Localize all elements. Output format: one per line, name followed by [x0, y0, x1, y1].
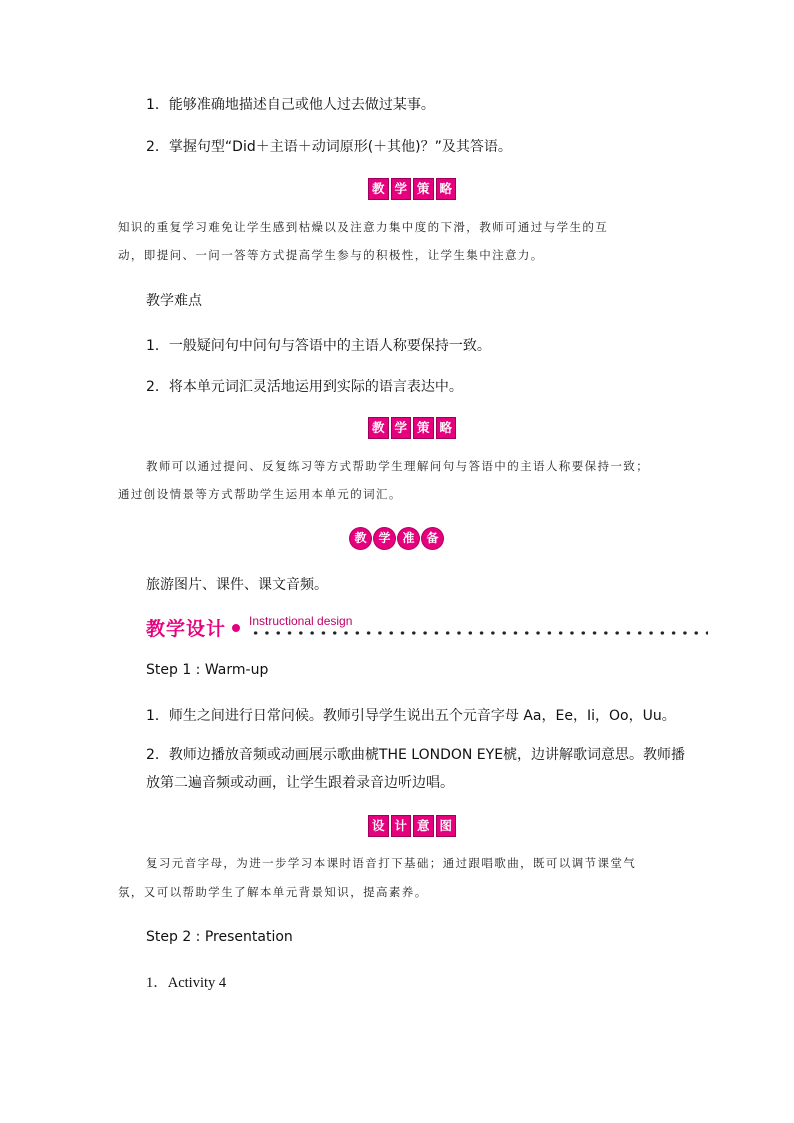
badge-char: 略 [436, 417, 457, 439]
step-1-title: Step 1 : Warm-up [146, 662, 269, 678]
step-2-item-1: 1．Activity 4 [146, 975, 227, 991]
intent-line-1: 复习元音字母，为进一步学习本课时语音打下基础；通过跟唱歌曲，既可以调节课堂气 [146, 856, 637, 870]
step-1-item-2: 2．教师边播放音频或动画展示歌曲椃THE LONDON EYE椃，边讲解歌词意思。教师播 [146, 747, 686, 763]
badge-char: 计 [391, 815, 412, 837]
strategy-1-line-2: 动，即提问、一问一答等方式提高学生参与的积极性，让学生集中注意力。 [118, 248, 544, 262]
badge-char: 教 [350, 528, 371, 549]
badge-char: 备 [422, 528, 443, 549]
strategy-1-line-1: 知识的重复学习难免让学生感到枯燥以及注意力集中度的下滑，教师可通过与学生的互 [118, 220, 609, 234]
step-1-item-1: 1．师生之间进行日常问候。教师引导学生说出五个元音字母 Aa，Ee，Ii，Oo，Uu。 [146, 708, 676, 724]
difficulty-1: 1．一般疑问句中问句与答语中的主语人称要保持一致。 [146, 338, 491, 354]
step-2-title: Step 2 : Presentation [146, 929, 293, 945]
badge-char: 设 [368, 815, 389, 837]
objective-2: 2．掌握句型“Did＋主语＋动词原形(＋其他)？”及其答语。 [146, 139, 512, 155]
dotted-rule [250, 630, 708, 636]
badge-char: 策 [413, 417, 434, 439]
strategy-badge-1 [368, 178, 456, 200]
dot-marker-icon [232, 624, 240, 632]
instructional-design-heading [146, 612, 708, 642]
strategy-2-line-1: 教师可以通过提问、反复练习等方式帮助学生理解问句与答语中的主语人称要保持一致； [146, 459, 650, 473]
strategy-badge-2 [368, 417, 456, 439]
badge-char: 意 [413, 815, 434, 837]
design-subtitle: Instructional design [249, 614, 353, 628]
strategy-2-line-2: 通过创设情景等方式帮助学生运用本单元的词汇。 [118, 487, 402, 501]
objective-1: 1．能够准确地描述自己或他人过去做过某事。 [146, 97, 435, 113]
badge-char: 准 [398, 528, 419, 549]
badge-char: 学 [374, 528, 395, 549]
difficulty-heading: 教学难点 [146, 293, 202, 309]
badge-char: 学 [391, 417, 412, 439]
badge-char: 教 [368, 417, 389, 439]
prep-text: 旅游图片、课件、课文音频。 [146, 577, 328, 593]
design-title: 教学设计 [146, 618, 227, 640]
badge-char: 学 [391, 178, 412, 200]
difficulty-2: 2．将本单元词汇灵活地运用到实际的语言表达中。 [146, 379, 463, 395]
design-intent-badge [368, 815, 456, 837]
badge-char: 策 [413, 178, 434, 200]
badge-char: 图 [436, 815, 457, 837]
step-1-item-2-cont: 放第二遍音频或动画，让学生跟着录音边听边唱。 [146, 775, 454, 791]
badge-char: 教 [368, 178, 389, 200]
prep-badge [350, 528, 443, 549]
intent-line-2: 氛，又可以帮助学生了解本单元背景知识，提高素养。 [118, 885, 428, 899]
badge-char: 略 [436, 178, 457, 200]
